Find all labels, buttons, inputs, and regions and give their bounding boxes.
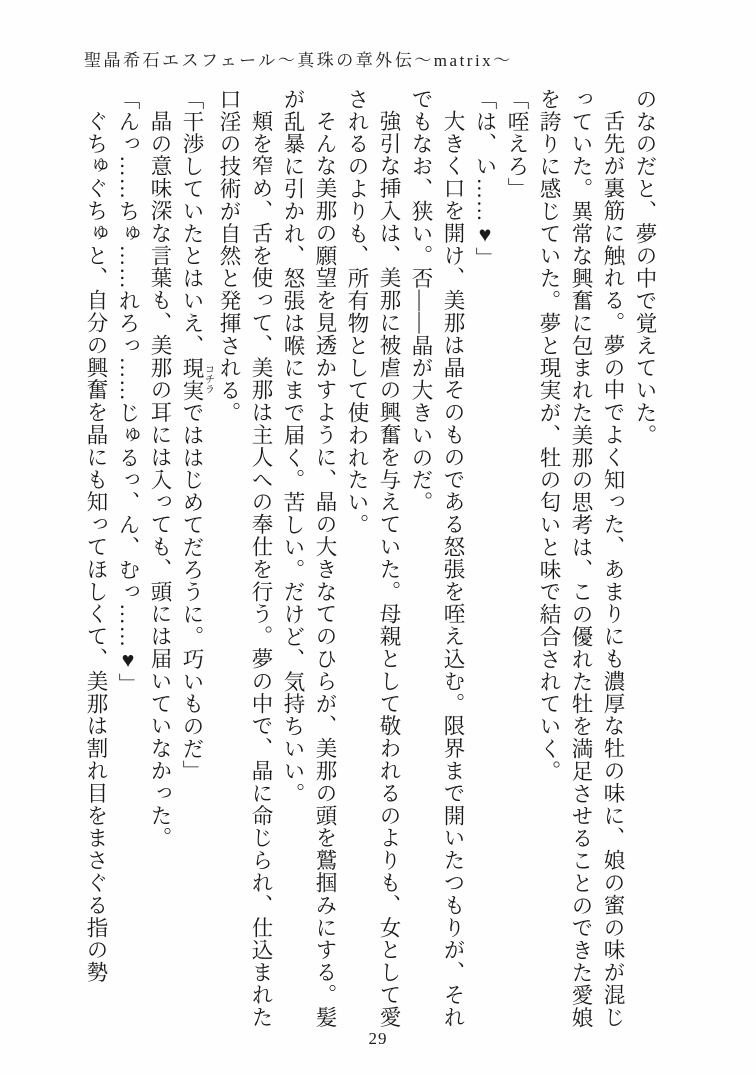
ruby-before-text: 「干渉していたとはいえ、 [180,88,204,357]
paragraph: ぐちゅぐちゅと、自分の興奮を晶にも知ってほしくて、美那は割れ目をまさぐる指の勢 [84,109,108,984]
paragraph: 大きく口を開け、美那は晶そのものである怒張を咥え込む。限界まで開いたつもりが、それでもなお、狭い。否——晶が大きいのだ。 [409,88,465,1028]
page-header-title: 聖晶希石エスフェール～真珠の章外伝～matrix～ [84,51,513,70]
ruby-after-text: でははじめてだろうに。巧いものだ」 [180,401,204,783]
paragraph: そんな美那の願望を見透かすように、晶の大きなてのひらが、美那の頭を鷲掴みにする。髪が乱暴に引かれ、怒張は喉にまで届く。苦しい。だけど、気持ちいい。 [281,88,337,1028]
paragraph: 晶の意味深な言葉も、美那の耳には入っても、頭には届いていなかった。 [148,109,172,849]
page-number: 29 [368,1029,388,1048]
ruby-annotation [180,356,214,402]
paragraph-dialogue: 「は、い……♥」 [473,88,497,270]
paragraph: 頬を窄め、舌を使って、美那は主人への奉仕を行う。夢の中で、晶に命じられ、仕込まれた口淫の技術が自然と発揮される。 [217,88,273,1028]
paragraph-dialogue: 「咥えろ」 [505,88,529,200]
paragraph: 舌先が裏筋に触れる。夢の中でよく知った、あまりにも濃厚な牡の味に、娘の蜜の味が混じっていた。異常な興奮に包まれた美那の思考は、この優れた牡を満足させることのできた愛娘を誇りに感じていた。夢と現実が、牡の匂いと味で結合されていく。 [537,88,625,1029]
paragraph-dialogue-with-ruby [176,88,213,1032]
paragraph: のなのだと、夢の中で覚えていた。 [633,88,657,447]
ruby-reading: コチラ [202,356,214,402]
paragraph-dialogue: 「んっ……ちゅ……れろっ……じゅるっ、ん、むっ……♥」 [116,88,140,696]
paragraph: 強引な挿入は、美那に被虐の興奮を与えていた。母親として敬われるのよりも、女として愛されるのよりも、所有物として使われたい。 [345,88,401,1028]
ruby-base: 現実 [180,356,204,402]
body-text [80,88,661,1032]
